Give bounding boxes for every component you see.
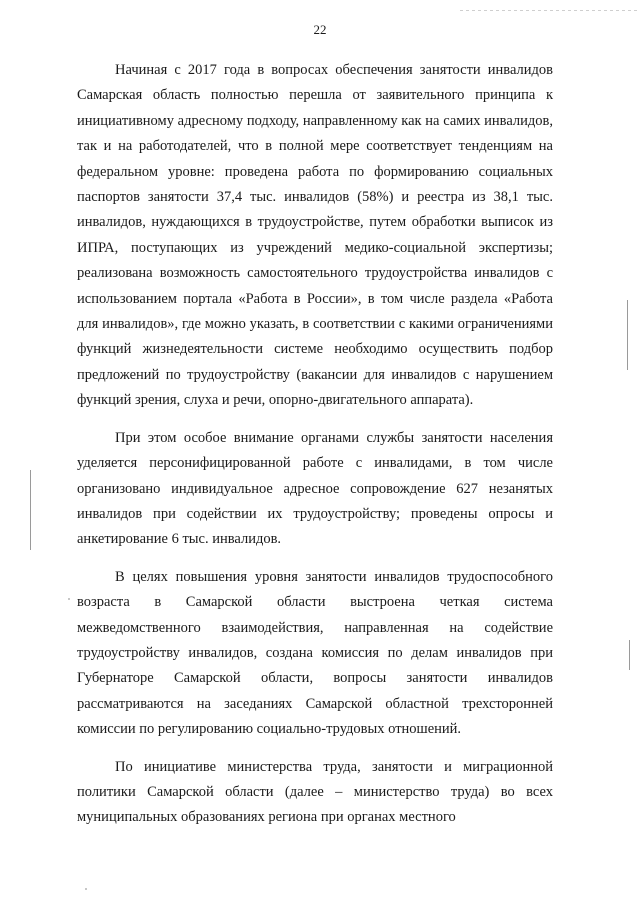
paragraph: По инициативе министерства труда, занятости и миграционной политики Самарской области (далее – министерство труда) во всех муниципальных образованиях региона при органах местного <box>77 758 553 826</box>
paragraph: Начиная с 2017 года в вопросах обеспечения занятости инвалидов Самарская область полностью перешла от заявительного принципа к инициативному адресному подходу, направленному как на самих инвалидов, так и на работодателей, что в полной мере соответствует тенденциям на федеральном уровне: проведена работа по формированию социальных паспортов занятости 37,4 тыс. инвалидов (58%) и реестра из 38,1 тыс. инвалидов, нуждающихся в трудоустройстве, путем обработки выписок из ИПРА, поступающих из учреждений медико-социальной экспертизы; реализована возможность самостоятельного трудоустройства инвалидов с использованием портала «Работа в России», в том числе раздела «Работа для инвалидов», где можно указать, в соответствии с какими ограничениями функций жизнедеятельности системе необходимо осуществить подбор предложений по трудоустройству (вакансии для инвалидов с нарушением функций зрения, слуха и речи, опорно-двигательного аппарата). <box>77 62 553 409</box>
paragraph: При этом особое внимание органами службы занятости населения уделяется персонифицированной работе с инвалидами, в том числе организовано индивидуальное адресное сопровождение 627 незанятых инвалидов при содействии их трудоустройству; проведены опросы и анкетирование 6 тыс. инвалидов. <box>77 429 553 548</box>
scan-artifact <box>627 300 628 370</box>
document-body <box>77 58 553 831</box>
scan-artifact <box>460 10 640 11</box>
page-number: 22 <box>313 22 327 37</box>
scan-artifact <box>85 888 87 890</box>
scan-artifact <box>629 640 630 670</box>
scan-artifact <box>30 470 31 550</box>
scan-artifact <box>68 598 70 600</box>
paragraph: В целях повышения уровня занятости инвалидов трудоспособного возраста в Самарской области выстроена четкая система межведомственного взаимодействия, направленная на содействие трудоустройству инвалидов, создана комиссия по делам инвалидов при Губернаторе Самарской области, вопросы занятости инвалидов рассматриваются на заседаниях Самарской областной трехсторонней комиссии по регулированию социально-трудовых отношений. <box>77 568 553 738</box>
